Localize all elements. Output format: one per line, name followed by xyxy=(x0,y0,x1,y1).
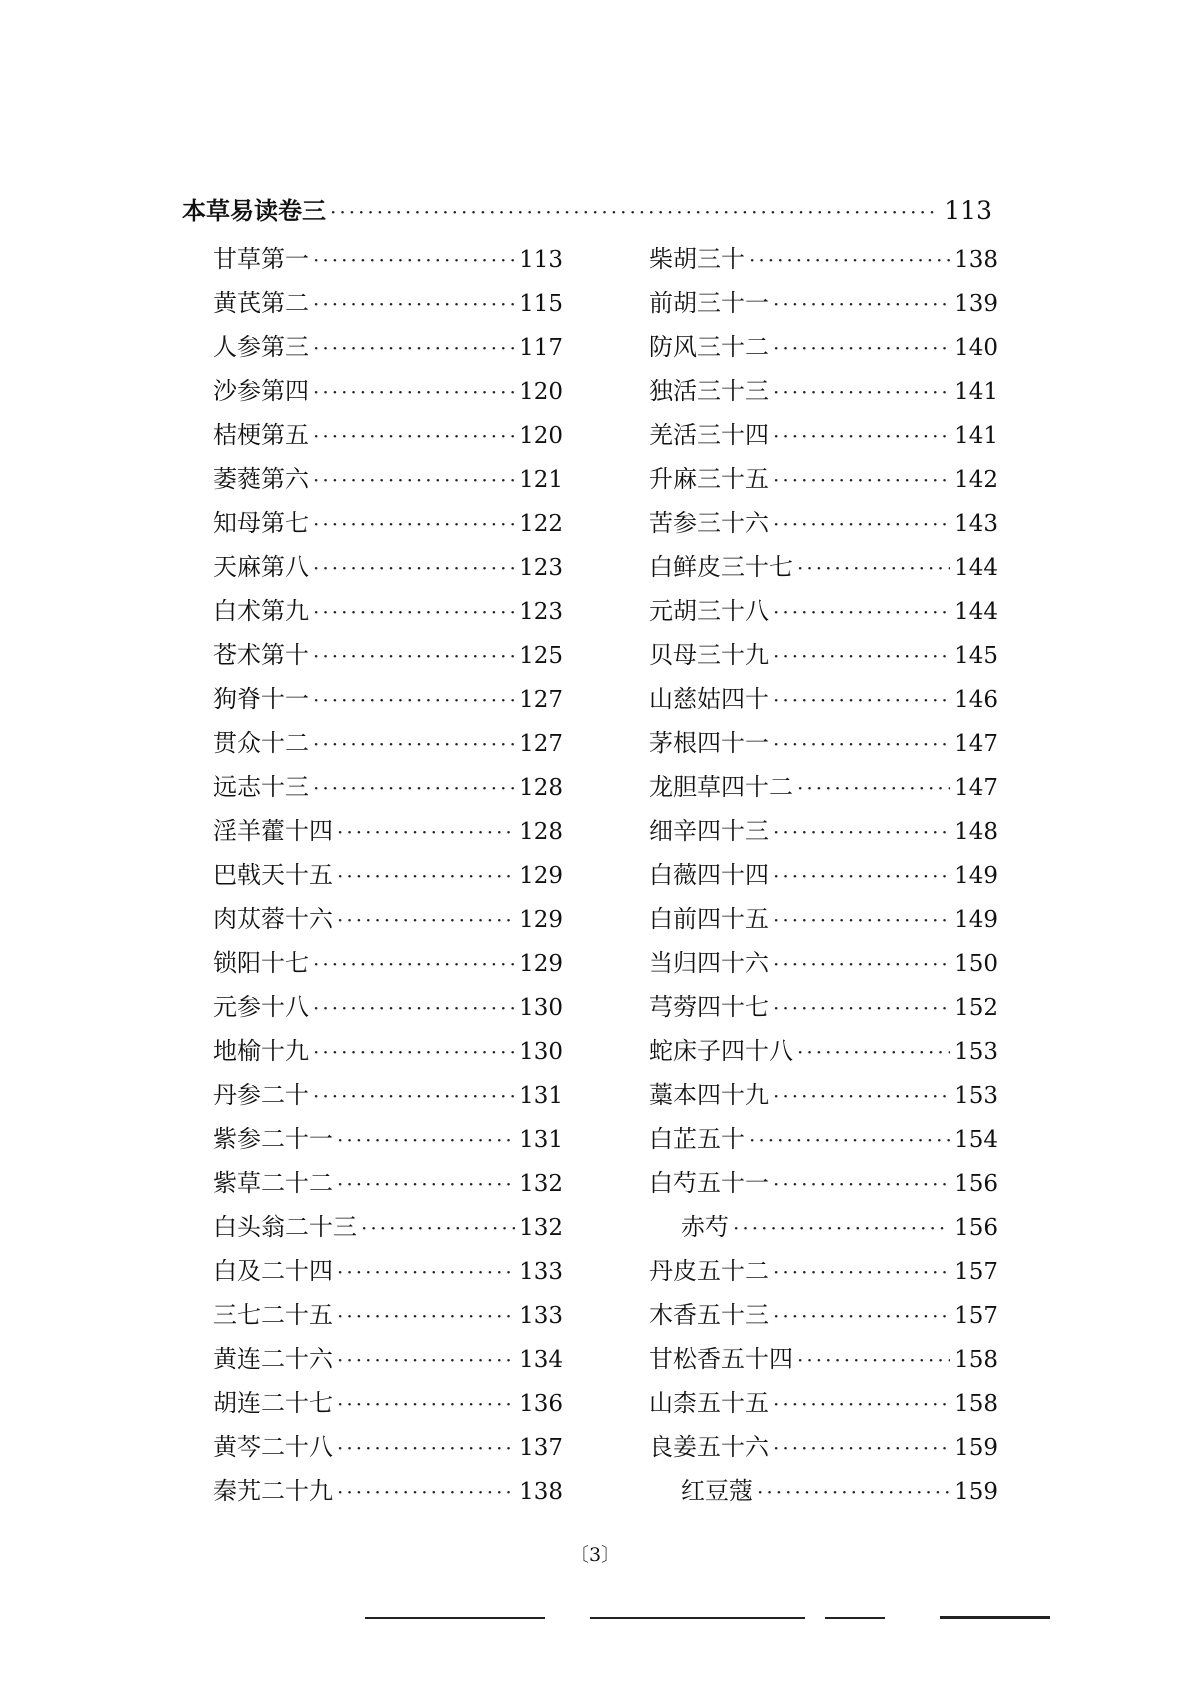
dot-leader xyxy=(773,898,950,942)
toc-entry xyxy=(213,1381,563,1425)
toc-entry xyxy=(213,941,563,985)
toc-entry-page: 132 xyxy=(519,1171,563,1197)
dot-leader xyxy=(313,678,515,722)
toc-entry xyxy=(213,1469,563,1513)
dot-leader xyxy=(773,282,950,326)
toc-entry-page: 157 xyxy=(954,1303,998,1329)
toc-entry-page: 158 xyxy=(954,1391,998,1417)
toc-entry xyxy=(213,501,563,545)
toc-entry xyxy=(213,1117,563,1161)
dot-leader xyxy=(313,590,515,634)
toc-entry-label: 苍术第十 xyxy=(213,641,309,669)
toc-entry-label: 木香五十三 xyxy=(649,1301,769,1329)
dot-leader xyxy=(749,1118,950,1162)
toc-entry xyxy=(213,1205,563,1249)
toc-entry xyxy=(213,1073,563,1117)
dot-leader xyxy=(313,458,515,502)
dot-leader xyxy=(313,370,515,414)
toc-entry-label: 贝母三十九 xyxy=(649,641,769,669)
dot-leader xyxy=(749,238,950,282)
dot-leader xyxy=(313,1074,515,1118)
toc-entry-label: 人参第三 xyxy=(213,333,309,361)
toc-entry xyxy=(649,501,998,545)
dot-leader xyxy=(337,810,515,854)
page-number-footer: 〔3〕 xyxy=(569,1544,621,1566)
toc-entry-label: 甘松香五十四 xyxy=(649,1345,793,1373)
toc-entry xyxy=(213,413,563,457)
toc-entry-label: 白薇四十四 xyxy=(649,861,769,889)
toc-entry-page: 158 xyxy=(954,1347,998,1373)
toc-entry-label: 升麻三十五 xyxy=(649,465,769,493)
toc-entry-page: 131 xyxy=(519,1083,563,1109)
toc-entry-label: 赤芍 xyxy=(681,1213,729,1241)
toc-entry-label: 白芷五十 xyxy=(649,1125,745,1153)
dot-leader xyxy=(773,854,950,898)
dot-leader xyxy=(773,722,950,766)
toc-entry xyxy=(649,589,998,633)
toc-entry-page: 154 xyxy=(954,1127,998,1153)
dot-leader xyxy=(337,854,515,898)
dot-leader xyxy=(773,1294,950,1338)
toc-entry-label: 细辛四十三 xyxy=(649,817,769,845)
toc-entry-page: 139 xyxy=(954,291,998,317)
toc-entry-label: 茅根四十一 xyxy=(649,729,769,757)
toc-entry xyxy=(213,1425,563,1469)
dot-leader xyxy=(773,1162,950,1206)
toc-entry-page: 134 xyxy=(519,1347,563,1373)
dot-leader xyxy=(797,546,950,590)
toc-entry-label: 黄连二十六 xyxy=(213,1345,333,1373)
toc-entry xyxy=(213,809,563,853)
toc-entry-page: 117 xyxy=(519,335,563,361)
toc-entry xyxy=(213,1293,563,1337)
dot-leader xyxy=(337,1382,515,1426)
dot-leader xyxy=(773,502,950,546)
dot-leader xyxy=(313,722,515,766)
toc-entry-page: 129 xyxy=(519,863,563,889)
toc-entry-label: 巴戟天十五 xyxy=(213,861,333,889)
toc-entry-page: 156 xyxy=(954,1215,998,1241)
toc-entry-page: 136 xyxy=(519,1391,563,1417)
toc-entry-page: 138 xyxy=(954,247,998,273)
toc-entry xyxy=(649,721,998,765)
toc-entry-page: 142 xyxy=(954,467,998,493)
dot-leader xyxy=(313,766,515,810)
toc-entry xyxy=(213,545,563,589)
toc-entry-label: 丹参二十 xyxy=(213,1081,309,1109)
toc-entry-label: 秦艽二十九 xyxy=(213,1477,333,1505)
dot-leader xyxy=(773,634,950,678)
toc-entry xyxy=(649,765,998,809)
toc-entry xyxy=(649,1293,998,1337)
dot-leader xyxy=(757,1470,950,1514)
toc-entry xyxy=(213,1337,563,1381)
toc-entry-label: 白及二十四 xyxy=(213,1257,333,1285)
toc-entry-page: 138 xyxy=(519,1479,563,1505)
toc-entry xyxy=(649,633,998,677)
dot-leader xyxy=(797,1338,950,1382)
toc-entry-label: 桔梗第五 xyxy=(213,421,309,449)
toc-entry-label: 紫草二十二 xyxy=(213,1169,333,1197)
toc-entry-page: 156 xyxy=(954,1171,998,1197)
dot-leader xyxy=(313,326,515,370)
toc-entry xyxy=(649,1073,998,1117)
toc-entry-page: 147 xyxy=(954,731,998,757)
toc-entry-label: 黄芪第二 xyxy=(213,289,309,317)
toc-entry-label: 锁阳十七 xyxy=(213,949,309,977)
scan-rule xyxy=(825,1617,885,1619)
toc-entry-label: 天麻第八 xyxy=(213,553,309,581)
dot-leader xyxy=(313,502,515,546)
toc-entry xyxy=(649,1425,998,1469)
toc-entry xyxy=(213,985,563,1029)
toc-entry xyxy=(649,1381,998,1425)
toc-entry-label: 三七二十五 xyxy=(213,1301,333,1329)
toc-section-heading xyxy=(182,191,992,227)
toc-entry-label: 白鲜皮三十七 xyxy=(649,553,793,581)
dot-leader xyxy=(313,986,515,1030)
toc-entry xyxy=(213,281,563,325)
toc-entry xyxy=(213,589,563,633)
toc-entry-page: 129 xyxy=(519,907,563,933)
toc-entry xyxy=(649,1337,998,1381)
dot-leader xyxy=(797,766,950,810)
toc-entry xyxy=(213,325,563,369)
toc-entry-page: 123 xyxy=(519,599,563,625)
toc-entry xyxy=(649,545,998,589)
toc-entry-page: 143 xyxy=(954,511,998,537)
toc-entry-label: 山慈姑四十 xyxy=(649,685,769,713)
dot-leader xyxy=(337,1294,515,1338)
toc-entry-label: 山柰五十五 xyxy=(649,1389,769,1417)
toc-entry-page: 159 xyxy=(954,1435,998,1461)
dot-leader xyxy=(330,200,940,224)
dot-leader xyxy=(773,458,950,502)
toc-entry-page: 141 xyxy=(954,423,998,449)
toc-entry-page: 122 xyxy=(519,511,563,537)
toc-entry-page: 127 xyxy=(519,731,563,757)
scan-rule xyxy=(365,1617,545,1619)
toc-entry-page: 147 xyxy=(954,775,998,801)
scan-rule xyxy=(590,1617,805,1619)
toc-entry xyxy=(213,721,563,765)
dot-leader xyxy=(773,986,950,1030)
toc-entry-label: 知母第七 xyxy=(213,509,309,537)
toc-entry-page: 149 xyxy=(954,907,998,933)
toc-entry-page: 125 xyxy=(519,643,563,669)
toc-entry-label: 红豆蔻 xyxy=(681,1477,753,1505)
toc-entry-page: 133 xyxy=(519,1259,563,1285)
toc-entry-page: 144 xyxy=(954,599,998,625)
toc-entry xyxy=(649,897,998,941)
toc-entry xyxy=(649,281,998,325)
toc-entry-label: 防风三十二 xyxy=(649,333,769,361)
toc-entry xyxy=(649,985,998,1029)
toc-entry-label: 元参十八 xyxy=(213,993,309,1021)
toc-entry-page: 137 xyxy=(519,1435,563,1461)
toc-entry xyxy=(649,413,998,457)
toc-entry xyxy=(649,325,998,369)
toc-entry-page: 130 xyxy=(519,1039,563,1065)
toc-entry xyxy=(213,1029,563,1073)
toc-entry-label: 远志十三 xyxy=(213,773,309,801)
toc-entry-label: 白芍五十一 xyxy=(649,1169,769,1197)
toc-entry-label: 白术第九 xyxy=(213,597,309,625)
toc-left-column xyxy=(213,237,563,1513)
toc-entry-page: 141 xyxy=(954,379,998,405)
dot-leader xyxy=(773,810,950,854)
toc-entry xyxy=(649,237,998,281)
toc-entry-label: 白头翁二十三 xyxy=(213,1213,357,1241)
toc-entry-label: 丹皮五十二 xyxy=(649,1257,769,1285)
dot-leader xyxy=(797,1030,950,1074)
toc-entry-page: 121 xyxy=(519,467,563,493)
dot-leader xyxy=(361,1206,515,1250)
toc-entry-page: 140 xyxy=(954,335,998,361)
toc-entry-page: 150 xyxy=(954,951,998,977)
toc-entry xyxy=(649,809,998,853)
toc-entry-page: 153 xyxy=(954,1083,998,1109)
section-title: 本草易读卷三 xyxy=(182,196,326,225)
toc-right-column xyxy=(649,237,998,1513)
toc-entry-page: 159 xyxy=(954,1479,998,1505)
toc-entry-page: 157 xyxy=(954,1259,998,1285)
toc-entry xyxy=(213,677,563,721)
toc-entry-label: 贯众十二 xyxy=(213,729,309,757)
toc-entry xyxy=(213,765,563,809)
toc-entry xyxy=(649,941,998,985)
dot-leader xyxy=(337,1250,515,1294)
toc-entry-label: 沙参第四 xyxy=(213,377,309,405)
dot-leader xyxy=(313,1030,515,1074)
toc-entry-page: 133 xyxy=(519,1303,563,1329)
toc-entry-page: 149 xyxy=(954,863,998,889)
toc-entry xyxy=(213,897,563,941)
toc-entry-page: 145 xyxy=(954,643,998,669)
toc-entry-label: 甘草第一 xyxy=(213,245,309,273)
dot-leader xyxy=(773,1074,950,1118)
toc-entry-label: 芎䓖四十七 xyxy=(649,993,769,1021)
toc-entry-label: 龙胆草四十二 xyxy=(649,773,793,801)
toc-entry-label: 蛇床子四十八 xyxy=(649,1037,793,1065)
toc-entry xyxy=(213,853,563,897)
toc-entry-label: 萎蕤第六 xyxy=(213,465,309,493)
toc-entry-label: 淫羊藿十四 xyxy=(213,817,333,845)
toc-entry-page: 153 xyxy=(954,1039,998,1065)
toc-entry-label: 元胡三十八 xyxy=(649,597,769,625)
toc-entry xyxy=(213,633,563,677)
dot-leader xyxy=(337,1118,515,1162)
toc-entry-page: 120 xyxy=(519,423,563,449)
dot-leader xyxy=(313,634,515,678)
dot-leader xyxy=(313,414,515,458)
toc-entry-page: 123 xyxy=(519,555,563,581)
toc-entry-page: 130 xyxy=(519,995,563,1021)
scan-rule xyxy=(940,1616,1050,1619)
dot-leader xyxy=(773,1382,950,1426)
dot-leader xyxy=(773,326,950,370)
toc-entry xyxy=(649,853,998,897)
toc-entry-label: 白前四十五 xyxy=(649,905,769,933)
section-page-number: 113 xyxy=(944,196,992,225)
dot-leader xyxy=(773,590,950,634)
toc-entry xyxy=(649,677,998,721)
toc-entry xyxy=(649,1029,998,1073)
dot-leader xyxy=(773,1250,950,1294)
dot-leader xyxy=(337,1426,515,1470)
dot-leader xyxy=(337,898,515,942)
toc-entry-page: 132 xyxy=(519,1215,563,1241)
dot-leader xyxy=(313,238,515,282)
dot-leader xyxy=(733,1206,950,1250)
toc-entry xyxy=(213,237,563,281)
toc-entry xyxy=(649,457,998,501)
toc-entry-page: 128 xyxy=(519,819,563,845)
dot-leader xyxy=(337,1470,515,1514)
dot-leader xyxy=(337,1338,515,1382)
toc-entry xyxy=(213,1161,563,1205)
dot-leader xyxy=(773,1426,950,1470)
toc-entry xyxy=(649,1161,998,1205)
dot-leader xyxy=(773,370,950,414)
toc-entry-label: 苦参三十六 xyxy=(649,509,769,537)
toc-entry-label: 紫参二十一 xyxy=(213,1125,333,1153)
toc-entry xyxy=(649,1469,998,1513)
dot-leader xyxy=(773,414,950,458)
toc-entry-page: 129 xyxy=(519,951,563,977)
dot-leader xyxy=(773,678,950,722)
toc-entry-page: 113 xyxy=(519,247,563,273)
toc-entry xyxy=(213,369,563,413)
dot-leader xyxy=(313,282,515,326)
toc-entry-page: 131 xyxy=(519,1127,563,1153)
toc-entry-page: 120 xyxy=(519,379,563,405)
toc-entry xyxy=(213,457,563,501)
dot-leader xyxy=(337,1162,515,1206)
toc-entry-page: 115 xyxy=(519,291,563,317)
toc-entry-page: 144 xyxy=(954,555,998,581)
toc-entry-page: 146 xyxy=(954,687,998,713)
toc-entry-page: 152 xyxy=(954,995,998,1021)
toc-entry xyxy=(649,1249,998,1293)
toc-entry-label: 独活三十三 xyxy=(649,377,769,405)
toc-entry-label: 藁本四十九 xyxy=(649,1081,769,1109)
toc-entry xyxy=(213,1249,563,1293)
toc-entry-page: 128 xyxy=(519,775,563,801)
toc-entry xyxy=(649,1205,998,1249)
toc-entry-label: 前胡三十一 xyxy=(649,289,769,317)
toc-entry-label: 狗脊十一 xyxy=(213,685,309,713)
toc-entry-label: 柴胡三十 xyxy=(649,245,745,273)
toc-entry-label: 黄芩二十八 xyxy=(213,1433,333,1461)
dot-leader xyxy=(313,942,515,986)
toc-entry xyxy=(649,1117,998,1161)
toc-entry-label: 当归四十六 xyxy=(649,949,769,977)
toc-entry-page: 148 xyxy=(954,819,998,845)
toc-entry-label: 良姜五十六 xyxy=(649,1433,769,1461)
toc-entry xyxy=(649,369,998,413)
toc-entry-page: 127 xyxy=(519,687,563,713)
dot-leader xyxy=(313,546,515,590)
toc-entry-label: 胡连二十七 xyxy=(213,1389,333,1417)
dot-leader xyxy=(773,942,950,986)
toc-entry-label: 地榆十九 xyxy=(213,1037,309,1065)
toc-entry-label: 羌活三十四 xyxy=(649,421,769,449)
toc-entry-label: 肉苁蓉十六 xyxy=(213,905,333,933)
